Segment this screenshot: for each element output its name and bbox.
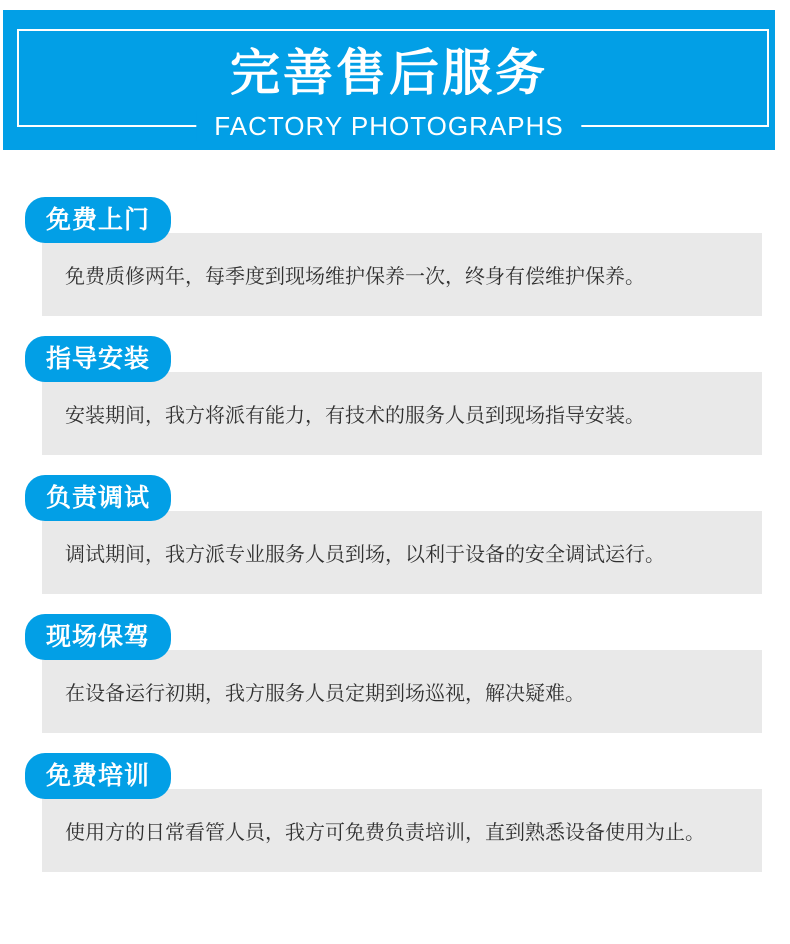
service-section-free-visit <box>25 197 765 316</box>
service-label-pill: 免费培训 <box>25 753 171 799</box>
after-sales-service-page <box>0 10 790 944</box>
service-section-free-training <box>25 753 765 872</box>
page-subtitle: FACTORY PHOTOGRAPHS <box>196 111 581 141</box>
service-description: 免费质修两年，每季度到现场维护保养一次，终身有偿维护保养。 <box>42 233 762 316</box>
service-description: 安装期间，我方将派有能力，有技术的服务人员到现场指导安装。 <box>42 372 762 455</box>
header-banner <box>3 10 775 150</box>
service-description: 在设备运行初期，我方服务人员定期到场巡视，解决疑难。 <box>42 650 762 733</box>
service-list <box>25 197 765 872</box>
service-label-pill: 指导安装 <box>25 336 171 382</box>
service-label-pill: 免费上门 <box>25 197 171 243</box>
service-label-pill: 负责调试 <box>25 475 171 521</box>
service-section-onsite-escort <box>25 614 765 733</box>
page-title: 完善售后服务 <box>230 45 548 101</box>
service-description: 使用方的日常看管人员，我方可免费负责培训，直到熟悉设备使用为止。 <box>42 789 762 872</box>
service-label-pill: 现场保驾 <box>25 614 171 660</box>
service-description: 调试期间，我方派专业服务人员到场，以利于设备的安全调试运行。 <box>42 511 762 594</box>
service-section-install-guidance <box>25 336 765 455</box>
service-section-commissioning <box>25 475 765 594</box>
